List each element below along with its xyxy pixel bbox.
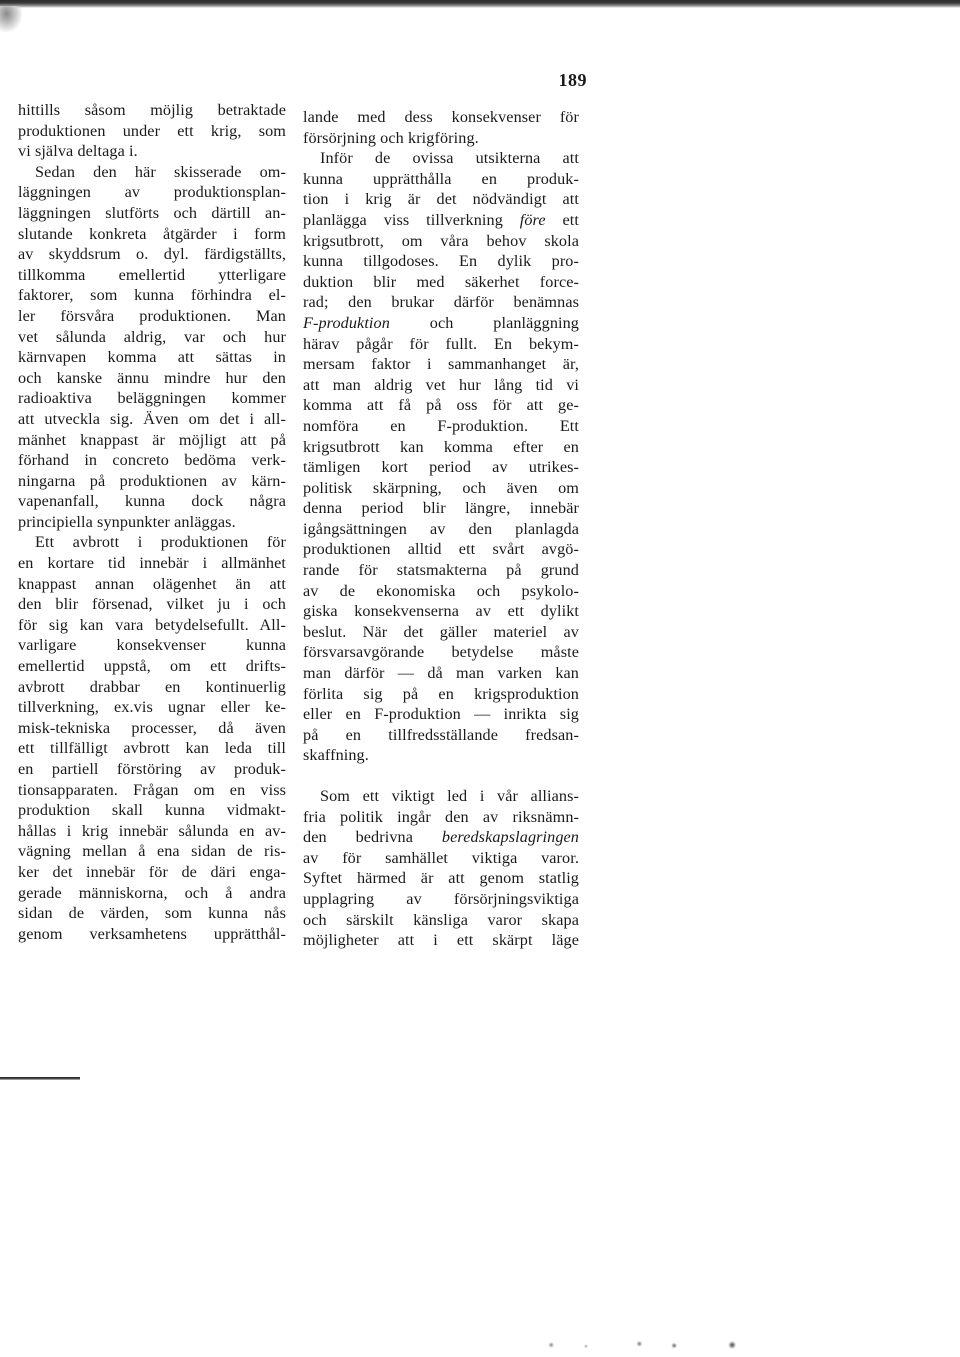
- text-line: [303, 416, 579, 437]
- text-line: [18, 450, 286, 471]
- text-run: möjligheter att i ett skärpt läge: [303, 931, 579, 950]
- text-line: [18, 841, 286, 862]
- text-run: rande för statsmakterna på grund: [303, 561, 579, 580]
- text-run: lande med dess konsekvenser för: [303, 108, 579, 126]
- text-run: gerade människorna, och å andra: [18, 883, 286, 902]
- text-line: [18, 677, 286, 698]
- text-line: [18, 327, 286, 348]
- text-run: och kanske ännu mindre hur den: [18, 368, 286, 387]
- text-line: [303, 601, 579, 622]
- text-run: tillkomma emellertid ytterligare: [18, 265, 286, 284]
- text-line: [18, 656, 286, 677]
- right-text-column: [303, 107, 579, 951]
- text-run: härav pågår för fullt. En bekym-: [303, 334, 579, 353]
- text-line: [18, 409, 286, 430]
- text-line: [303, 848, 579, 869]
- text-run: rad; den brukar därför benämnas: [303, 293, 579, 312]
- text-run: krigsutbrott, om våra behov skola: [303, 231, 579, 250]
- text-line: [303, 189, 579, 210]
- text-run: att man aldrig vet hur lång tid vi: [303, 375, 579, 394]
- text-line: [18, 862, 286, 883]
- text-line: [303, 334, 579, 355]
- text-run: radioaktiva beläggningen kommer: [18, 389, 286, 408]
- text-run: skaffning.: [303, 746, 369, 765]
- text-line: [303, 725, 579, 746]
- text-run: fria politik ingår den av riksnämn-: [303, 807, 579, 826]
- text-line: [303, 807, 579, 828]
- text-run: genom verksamhetens upprätthål-: [18, 924, 286, 943]
- text-run: och särskilt känsliga varor skapa: [303, 910, 579, 929]
- text-line: [303, 313, 579, 334]
- text-run: vägning mellan å ena sidan de ris-: [18, 842, 286, 861]
- text-line: [303, 107, 579, 128]
- text-line: [303, 704, 579, 725]
- text-line: [303, 560, 579, 581]
- text-line: [18, 883, 286, 904]
- text-run: faktorer, som kunna förhindra el-: [18, 286, 286, 305]
- text-run: principiella synpunkter anläggas.: [18, 512, 236, 531]
- text-run: vet sålunda aldrig, var och hur: [18, 327, 286, 346]
- text-run: för sig kan vara betydelsefullt. All-: [18, 615, 286, 634]
- text-line: [18, 244, 286, 265]
- text-run: produktion skall kunna vidmakt-: [18, 801, 286, 820]
- text-line: [18, 162, 286, 183]
- text-line: [303, 457, 579, 478]
- text-run: tillverkning, ex.vis ugnar eller ke-: [18, 698, 286, 717]
- text-line: [18, 738, 286, 759]
- text-line: [18, 347, 286, 368]
- text-run: tämligen kort period av utrikes-: [303, 458, 579, 477]
- text-line: [303, 148, 579, 169]
- text-run: misk-tekniska processer, då även: [18, 718, 286, 737]
- text-run: Sedan den här skisserade om-: [35, 162, 286, 181]
- text-run: duktion blir med säkerhet force-: [303, 272, 579, 291]
- italic-term: beredskapslagringen: [441, 828, 579, 847]
- text-run: kunna tillgodoses. En dylik pro-: [303, 252, 579, 271]
- text-run: en partiell förstöring av produk-: [18, 760, 286, 778]
- text-run: hittills såsom möjlig betraktade: [18, 101, 286, 119]
- text-run: komma att få på oss för att ge-: [303, 396, 579, 415]
- text-run: eller en F-produktion — inrikta sig: [303, 705, 579, 724]
- text-line: [303, 581, 579, 602]
- text-run: emellertid uppstå, om ett drifts-: [18, 657, 286, 676]
- text-line: [18, 924, 286, 945]
- text-line: [303, 210, 579, 231]
- text-line: [303, 231, 579, 252]
- text-run: av för samhället viktiga varor.: [303, 848, 579, 867]
- text-run: försörjning och krigföring.: [303, 128, 479, 147]
- text-line: [18, 759, 286, 780]
- text-line: [303, 910, 579, 931]
- text-line: [18, 306, 286, 327]
- text-run: av de ekonomiska och psykolo-: [303, 581, 579, 600]
- scan-top-edge: [0, 0, 960, 8]
- text-run: ett tillfälligt avbrott kan leda till: [18, 739, 286, 758]
- text-line: [18, 471, 286, 492]
- text-line: [18, 430, 286, 451]
- text-line: [303, 827, 579, 848]
- text-run: sidan de värden, som kunna nås: [18, 904, 286, 923]
- text-run: ker det innebär för de däri enga-: [18, 862, 286, 881]
- text-run: läggningen av produktionsplan-: [18, 183, 286, 202]
- text-run: slutande konkreta åtgärder i form: [18, 224, 286, 243]
- text-line: [303, 375, 579, 396]
- text-line: [18, 100, 286, 121]
- text-run: denna period blir längre, innebär: [303, 499, 579, 518]
- text-line: [18, 615, 286, 636]
- text-line: [18, 491, 286, 512]
- text-line: [18, 265, 286, 286]
- text-run: beslut. När det gäller materiel av: [303, 622, 579, 641]
- text-line: [18, 574, 286, 595]
- text-run: Syftet härmed är att genom statlig: [303, 869, 579, 888]
- text-line: [18, 512, 286, 533]
- text-run: mänhet knappast är möjligt att på: [18, 430, 286, 449]
- text-line: [303, 622, 579, 643]
- text-line: [18, 821, 286, 842]
- text-run: den bedrivna: [303, 828, 442, 847]
- text-line: [303, 292, 579, 313]
- text-line: [18, 182, 286, 203]
- text-run: avbrott drabbar en kontinuerlig: [18, 677, 286, 696]
- text-run: tion i krig är det nödvändigt att: [303, 190, 579, 209]
- text-run: nomföra en F-produktion. Ett: [303, 416, 579, 435]
- text-line: [18, 780, 286, 801]
- text-line: [18, 224, 286, 245]
- text-line: [303, 930, 579, 951]
- text-line: [303, 889, 579, 910]
- text-run: ler försvåra produktionen. Man: [18, 306, 286, 325]
- text-run: vi själva deltaga i.: [18, 142, 138, 161]
- text-run: att utveckla sig. Även om det i all-: [18, 409, 286, 428]
- text-line: [303, 437, 579, 458]
- text-line: [303, 251, 579, 272]
- text-line: [303, 684, 579, 705]
- text-line: [303, 745, 579, 766]
- text-run: produktionen alltid ett svårt avgö-: [303, 540, 579, 559]
- text-line: [18, 121, 286, 142]
- text-line: [303, 498, 579, 519]
- margin-rule-mark: [0, 1077, 80, 1080]
- text-run: hållas i krig innebär sålunda en av-: [18, 821, 286, 840]
- left-text-column: [18, 100, 286, 944]
- italic-term: F-produktion: [303, 313, 390, 332]
- text-run: vapenanfall, kunna dock några: [18, 492, 286, 511]
- text-run: igångsättningen av den planlagda: [303, 519, 579, 538]
- text-run: kärnvapen komma att sättas in: [18, 348, 286, 367]
- text-run: och planläggning: [389, 313, 579, 332]
- text-run: man därför — då man varken kan: [303, 664, 579, 683]
- text-line: [303, 354, 579, 375]
- text-run: av skyddsrum o. dyl. färdigställts,: [18, 245, 286, 264]
- text-run: mersam faktor i sammanhanget är,: [303, 355, 579, 374]
- text-line: [18, 800, 286, 821]
- text-run: knappast annan olägenhet än att: [18, 574, 286, 593]
- text-line: [303, 478, 579, 499]
- text-line: [303, 272, 579, 293]
- text-line: [18, 697, 286, 718]
- text-run: försvarsavgörande betydelse måste: [303, 643, 579, 662]
- text-line: [18, 594, 286, 615]
- text-line: [18, 388, 286, 409]
- text-line: [303, 663, 579, 684]
- text-line: [303, 128, 579, 149]
- text-line: [303, 868, 579, 889]
- text-run: Ett avbrott i produktionen för: [35, 533, 286, 552]
- text-run: Som ett viktigt led i vår allians-: [320, 787, 579, 805]
- text-line: [18, 285, 286, 306]
- text-run: upplagring av försörjningsviktiga: [303, 889, 579, 908]
- text-line: [303, 539, 579, 560]
- page-number: 189: [558, 70, 587, 90]
- text-run: produktionen under ett krig, som: [18, 121, 286, 140]
- text-run: ningarna på produktionen av kärn-: [18, 471, 286, 490]
- text-run: förlita sig på en krigsproduktion: [303, 684, 579, 703]
- text-run: krigsutbrott kan komma efter en: [303, 437, 579, 456]
- text-run: på en tillfredsställande fredsan-: [303, 725, 579, 744]
- scan-bottom-noise: [528, 1339, 760, 1351]
- text-run: tionsapparaten. Frågan om en viss: [18, 780, 286, 799]
- text-run: varligare konsekvenser kunna: [18, 636, 286, 655]
- text-run: en kortare tid innebär i allmänhet: [18, 554, 286, 573]
- text-line: [18, 368, 286, 389]
- text-line: [18, 532, 286, 553]
- italic-term: före: [519, 210, 546, 229]
- text-run: läggningen slutförts och därtill an-: [18, 203, 286, 222]
- text-line: [18, 203, 286, 224]
- text-line: [18, 635, 286, 656]
- text-line: [303, 786, 579, 807]
- text-line: [303, 395, 579, 416]
- text-run: politisk skärpning, och även om: [303, 478, 579, 497]
- scan-corner-smudge: [0, 6, 22, 32]
- text-run: giska konsekvenserna av ett dylikt: [303, 602, 579, 621]
- text-run: ett: [545, 210, 579, 229]
- text-run: den blir försenad, vilket ju i och: [18, 595, 286, 614]
- text-run: Inför de ovissa utsikterna att: [320, 149, 579, 168]
- text-run: planlägga viss tillverkning: [303, 210, 520, 229]
- text-line: [18, 553, 286, 574]
- text-run: förhand in concreto bedöma verk-: [18, 451, 286, 470]
- text-line: [18, 141, 286, 162]
- text-run: kunna upprätthålla en produk-: [303, 169, 579, 188]
- text-line: [18, 903, 286, 924]
- text-line: [18, 718, 286, 739]
- text-line: [303, 519, 579, 540]
- text-line: [303, 642, 579, 663]
- text-line: [303, 169, 579, 190]
